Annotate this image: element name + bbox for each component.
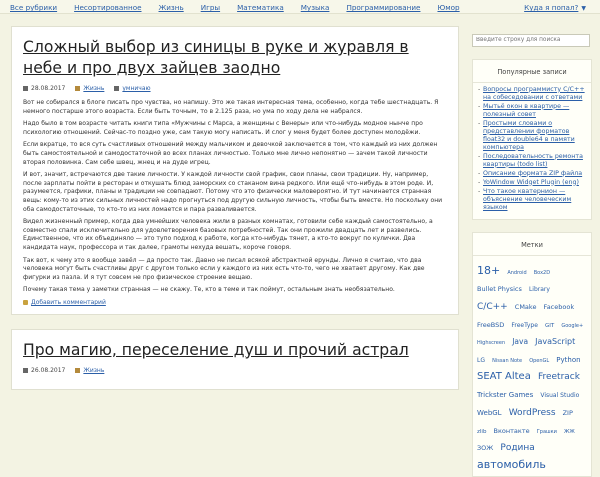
- list-bullet: -: [478, 102, 481, 110]
- post-paragraph: Видел жизненный пример, когда два умнейших человека жили в разных комнатах, готовили себе каждый самостоятельно, а совместно спали исключительно для удовлетворения базовых потребностей. Так они прожили двадцать лет и развелись. Единственное, что их объединяло — это тупо подход к работе, когда кто-нибудь тянет, а кто-то вокруг по кулички. Два кандидата наук, профессора и так далее, грамоты нехуда вешать, короче говоря.: [23, 218, 433, 251]
- category-menu: [10, 3, 477, 12]
- post: [11, 329, 459, 390]
- tag-link[interactable]: 18+: [477, 263, 501, 277]
- widget-title: Метки: [473, 233, 591, 256]
- popular-link[interactable]: YoWindow Widget Plugin (eng): [483, 178, 579, 186]
- post-paragraph: Так вот, к чему это я вообще завёл — да просто так. Давно не писал всякой абстрактной ерунды. Лично я считаю, что два человека могут быть счастливы друг с другом только если у каждого из них есть что-то, чего не хватает другому. Как две фигурки из пазла. И я тут совсем не про физическое строение вещаю.: [23, 256, 425, 281]
- tag-link[interactable]: LG: [477, 356, 485, 364]
- tag-link[interactable]: автомобиль: [477, 458, 546, 472]
- popular-item[interactable]: [478, 103, 586, 119]
- post-date: 28.08.2017: [31, 85, 66, 92]
- tag-link[interactable]: Highscreen: [477, 340, 506, 347]
- tag-link[interactable]: ЗОЖ: [477, 444, 494, 453]
- popular-posts-widget: [472, 59, 592, 220]
- popular-link[interactable]: Простыми словами о представлении форматов float32 и double64 в памяти компьютера: [483, 119, 575, 151]
- widget-title: Популярные записи: [473, 60, 591, 83]
- nav-item[interactable]: Программирование: [346, 3, 421, 12]
- post-category-link[interactable]: Жизнь: [83, 366, 105, 374]
- post-title[interactable]: Сложный выбор из синицы в руке и журавля в небе и про двух зайцев заодно: [23, 38, 409, 77]
- tag-link[interactable]: Facebook: [543, 302, 575, 311]
- tag-link[interactable]: C/C++: [477, 301, 508, 312]
- post-category-link[interactable]: Жизнь: [83, 85, 105, 92]
- leave-comment[interactable]: [23, 299, 447, 306]
- popular-item[interactable]: [478, 179, 586, 187]
- nav-item[interactable]: Музыка: [300, 3, 330, 12]
- tag-link[interactable]: Python: [556, 355, 581, 364]
- tag-link[interactable]: Вконтакте: [493, 426, 530, 435]
- about-link[interactable]: Куда я попал? ▼: [524, 3, 586, 12]
- popular-link[interactable]: Мытьё окон в квартире — полезный совет: [483, 102, 570, 118]
- list-bullet: -: [478, 85, 481, 93]
- calendar-icon: [23, 86, 28, 91]
- tag-link[interactable]: zlib: [477, 428, 487, 435]
- nav-item[interactable]: Жизнь: [158, 3, 184, 12]
- popular-link[interactable]: Что такое кватернион — объяснение человеческим языком: [483, 187, 572, 211]
- popular-list: [473, 83, 591, 219]
- post-title[interactable]: Про магию, переселение душ и прочий астрал: [23, 340, 409, 359]
- tag-link[interactable]: ZIP: [562, 408, 573, 417]
- tag-link[interactable]: FreeType: [511, 321, 538, 329]
- tag-link[interactable]: Freetrack: [537, 372, 580, 383]
- tag-link[interactable]: Box2D: [533, 269, 551, 276]
- popular-link[interactable]: Последовательность ремонта квартиры (todo list): [483, 152, 583, 168]
- tag-link[interactable]: Android: [507, 269, 527, 276]
- popular-link[interactable]: Вопросы программисту C/C++ на собеседовании с ответами: [483, 85, 585, 101]
- tag-link[interactable]: CMake: [514, 302, 537, 311]
- nav-item[interactable]: Несортированное: [74, 3, 142, 12]
- post-paragraph: Почему такая тема у заметки странная — не скажу. Те, кто в теме и так поймут, остальным знать необязательно.: [23, 286, 395, 294]
- popular-item[interactable]: [478, 153, 586, 169]
- tag-link[interactable]: Родина: [500, 443, 535, 454]
- post-paragraph: И вот, значит, встречаются две такие личности. У каждой личности свой график, свои планы, свои традиции. Ну, например, после зарплаты пойти в ресторан и откушать блюд заморских со стаканом вина редкого. Или ещё что-нибудь в этом роде. И, разумеется, графики, планы и традиции не совпадают. Потому что это физически маловероятно. И тут начинается странная вещь: кому-то из этих сильных личностей надо прогнуться под другую сильную личность, чтобы быть вместе. Но поскольку они оба самодостаточные, то кто-то из них ломается и пара разваливается.: [23, 171, 443, 213]
- list-bullet: -: [478, 169, 481, 177]
- post-tag-link[interactable]: умничаю: [122, 85, 151, 92]
- tag-link[interactable]: FreeBSD: [477, 320, 505, 329]
- leave-comment-link[interactable]: Добавить комментарий: [31, 298, 106, 306]
- popular-item[interactable]: [478, 120, 586, 152]
- nav-item[interactable]: Юмор: [437, 3, 460, 12]
- post-paragraph: Вот не собирался в блоге писать про чувства, но напишу. Это же такая интересная тема, особенно, когда тебе шестнадцать. Я немного постарше этого возраста. Если быть точным, то в 2.125 раза, но ума по ходу дела не набрался.: [23, 99, 439, 115]
- search-input[interactable]: [472, 34, 590, 47]
- tag-link[interactable]: JavaScript: [535, 337, 576, 347]
- post-date: 26.08.2017: [31, 366, 66, 374]
- calendar-icon: [23, 368, 28, 373]
- folder-icon: [75, 86, 80, 91]
- tag-link[interactable]: WebGL: [477, 408, 502, 417]
- content-area: [11, 26, 459, 390]
- list-bullet: -: [478, 187, 481, 195]
- nav-item[interactable]: Игры: [200, 3, 221, 12]
- sidebar: [472, 26, 592, 477]
- nav-item[interactable]: Все рубрики: [10, 3, 58, 12]
- tag-link[interactable]: SEAT Altea: [477, 371, 531, 383]
- post-meta: [23, 367, 447, 374]
- tag-link[interactable]: OpenGL: [529, 357, 550, 364]
- folder-icon: [75, 368, 80, 373]
- popular-item[interactable]: [478, 170, 586, 178]
- post: [11, 26, 459, 315]
- tag-link[interactable]: Visual Studio: [540, 392, 580, 400]
- popular-link[interactable]: Описание формата ZIP файла: [483, 169, 583, 177]
- chevron-down-icon: ▼: [581, 5, 586, 12]
- tag-link[interactable]: GIT: [544, 322, 555, 329]
- tag-link[interactable]: Nissan Note: [492, 357, 523, 364]
- list-bullet: -: [478, 152, 481, 160]
- tag-link[interactable]: Google+: [561, 322, 584, 329]
- top-navigation: [0, 0, 600, 14]
- tag-link[interactable]: WordPress: [508, 407, 556, 418]
- popular-item[interactable]: [478, 188, 586, 212]
- tag-link[interactable]: Java: [512, 337, 529, 347]
- list-bullet: -: [478, 119, 481, 127]
- post-body: [23, 99, 447, 295]
- tag-link[interactable]: Library: [528, 286, 550, 294]
- tag-link[interactable]: Грашки: [536, 428, 557, 435]
- tag-icon: [114, 86, 119, 91]
- tag-cloud: [473, 256, 591, 476]
- nav-item[interactable]: Математика: [237, 3, 284, 12]
- popular-item[interactable]: [478, 86, 586, 102]
- tag-link[interactable]: Trickster Games: [477, 391, 534, 400]
- tags-widget: [472, 232, 592, 477]
- list-bullet: -: [478, 178, 481, 186]
- comment-icon: [23, 300, 28, 305]
- tag-link[interactable]: ЖЖ: [563, 428, 575, 435]
- post-meta: [23, 85, 447, 92]
- post-paragraph: Надо было в том возрасте читать книги типа «Мужчины с Марса, а женщины с Венеры» или что-нибудь модное нынче про психологию отношений. Сейчас-то поздно уже, сам такую могу написать. И слог у меня будет более доступен молодёжи.: [23, 120, 423, 136]
- tag-link[interactable]: Bullet Physics: [477, 285, 522, 294]
- post-paragraph: Если вкратце, то вся суть счастливых отношений между мальчиком и девочкой заключается в том, что каждый из них должен быть самостоятельной и самодостаточной во всех планах личностью. Только мне лично непонятно — зачем такой личности вторая половинка. Сам себе швец, жнец и на дуде игрец.: [23, 141, 438, 166]
